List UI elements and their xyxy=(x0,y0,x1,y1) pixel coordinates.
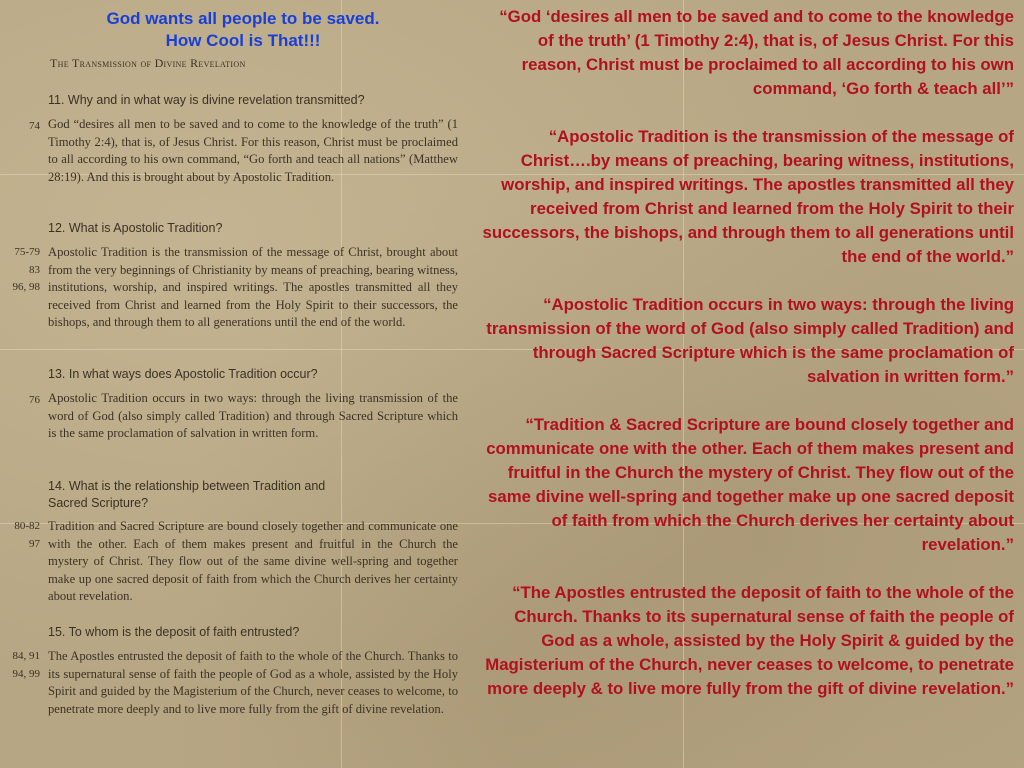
refs-11: 74 xyxy=(29,120,40,132)
answer-14: Tradition and Sacred Scripture are bound closely together and communicate one with the other. Each of them makes present and fruitful in the Church the mystery of Christ. They flow out of the same divine well-spring and together make up one sacred deposit of faith from which the Church derives her certainty about revelation. xyxy=(48,519,458,603)
refs-12: 75-79 83 96, 98 xyxy=(12,246,40,293)
answer-15: The Apostles entrusted the deposit of faith to the whole of the Church. Thanks to its supernatural sense of faith the people of God as a whole, assisted by the Holy Spirit and guided by the Magisterium of the Church, never ceases to welcome, to penetrate more deeply and to live more fully from the gift of divine revelation. xyxy=(48,649,458,716)
quote-2: “Apostolic Tradition is the transmission of the message of Christ….by means of preaching, bearing witness, institutions, worship, and inspired writings. The apostles transmitted all they received from Christ and learned from the Holy Spirit to their successors, the bishops, and through them to all generations until the end of the world.” xyxy=(482,127,1014,266)
answer-11: God “desires all men to be saved and to come to the knowledge of the truth” (1 Timothy 2:4), that is, of Jesus Christ. For this reason, Christ must be proclaimed to all according to his own command, “Go forth and teach all nations” (Matthew 28:19). And this is brought about by Apostolic Tradition. xyxy=(48,117,458,184)
question-14: 14. What is the relationship between Tradition and Sacred Scripture? xyxy=(48,479,326,510)
answer-13: Apostolic Tradition occurs in two ways: through the living transmission of the word of God (also simply called Tradition) and through Sacred Scripture which is the same proclamation of salvation in written form. xyxy=(48,391,458,440)
quote-3: “Apostolic Tradition occurs in two ways: through the living transmission of the word of God (also simply called Tradition) and through Sacred Scripture which is the same proclamation of salvation in written form.” xyxy=(486,295,1014,386)
heading-line-1: God wants all people to be saved. xyxy=(106,9,380,28)
question-15: 15. To whom is the deposit of faith entrusted? xyxy=(48,625,300,639)
answer-12: Apostolic Tradition is the transmission of the message of Christ, brought about from the very beginnings of Christianity by means of preaching, bearing witness, institutions, worship, and inspired writings. The apostles transmitted all they received from Christ and learned from the Holy Spirit to their successors, the bishops, and through them to all generations until the end of the world. xyxy=(48,245,458,329)
quote-5: “The Apostles entrusted the deposit of faith to the whole of the Church. Thanks to its supernatural sense of faith the people of God as a whole, assisted by the Holy Spirit & guided by the Magisterium of the Church, never ceases to welcome, to penetrate more deeply & to live more fully from the gift of divine revelation.” xyxy=(485,583,1014,698)
quote-4: “Tradition & Sacred Scripture are bound closely together and communicate one with the other. Each of them makes present and fruitful in the Church the mystery of Christ. They flow out of the same divine well-spring and together make up one sacred deposit of faith from which the Church derives her certainty about revelation.” xyxy=(486,415,1014,554)
commentary-quotes xyxy=(480,5,1014,725)
section-title: The Transmission of Divine Revelation xyxy=(50,56,246,70)
quote-1: “God ‘desires all men to be saved and to come to the knowledge of the truth’ (1 Timothy 2:4), that is, of Jesus Christ. For this reason, Christ must be proclaimed to all according to his own command, ‘Go forth & teach all’” xyxy=(499,7,1014,98)
question-11: 11. Why and in what way is divine revelation transmitted? xyxy=(48,93,365,107)
slide-heading xyxy=(12,8,474,52)
question-12: 12. What is Apostolic Tradition? xyxy=(48,221,223,235)
question-13: 13. In what ways does Apostolic Tradition occur? xyxy=(48,367,318,381)
heading-line-2: How Cool is That!!! xyxy=(165,31,321,50)
refs-14: 80-82 97 xyxy=(14,520,40,550)
refs-15: 84, 91 94, 99 xyxy=(12,650,40,680)
refs-13: 76 xyxy=(29,394,40,406)
